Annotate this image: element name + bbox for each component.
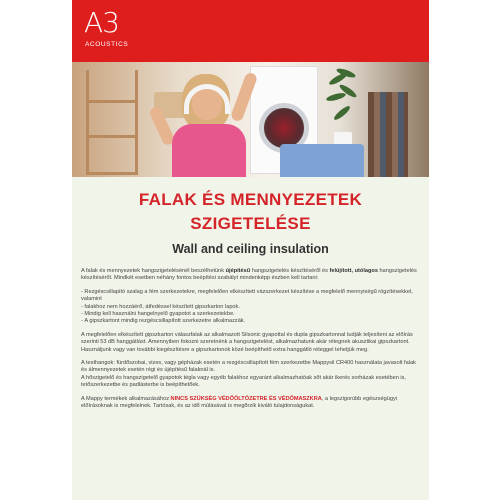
a3-acoustics-logo [84,8,144,56]
list-item: - A gipszkartont mindig rezgéscsillapított szerkezetre alkalmazzák. [81,318,423,325]
body-text [81,268,423,417]
paragraph-4: A Mappy termékek alkalmazásához NINCS SZÜKSÉG VÉDŐÖLTÖZETRE ÉS VÉDŐMASZKRA, a legszigorúbb egészségügyi előírásoknak is megfelelnek. Tartósak, és az idő múlásával is megőrzik kiváló tulajdonságukat. [81,395,398,410]
logo-text: ACOUSTICS [85,41,129,48]
title-line-1: FALAK ÉS MENNYEZETEK [138,190,363,209]
hero-photo [72,62,429,177]
header-banner [72,0,429,62]
paragraph-2: A megfelelően elkészített gipszkarton válaszfalak az alkalmazott Silsonic gyapottal és dupla gipszkartonnal tudják teljesíteni az előírás szerinti 53 dB hanggátlást. Amennyiben fokozni szeretnénk a hangszigetelést, alkalmazhatunk akár rétegnek akusztikai gipszkartont. Használjunk vagy van további kiegészítésre a gipszkartonok közé beépíthető extra hanggátló réteggel tehetjük meg. [81,331,413,353]
paragraph-3b: A hőszigetelő és hangszigetelő gyapotok tégla vagy egyéb falakhoz egyaránt alkalmazhatóak sőt akár ikerés sorházak esetében is, tetőszerkezetbe és padlásterbe is beépíthetőek. [81,374,406,389]
rules-list [81,289,423,326]
woman-shirt [172,124,246,177]
title-line-2: SZIGETELÉSE [190,214,311,233]
page [72,0,429,500]
logo-mark: A3 [84,6,119,39]
list-item: - Rezgéscsillapító szalag a fém szerkezetekre, megfelelően elkészített vázszerkezet készítése a megfelelő mennyiségű rögzítésekkel, valamint [81,289,423,304]
plant-graphic [326,66,356,136]
shelf-graphic [86,70,138,175]
paragraph-3: A testhangok: fürdőszobai, vizes, vagy gépházak esetén a rezgéscsillapított fém szerkezetbe Mappysil CR400 használata javasolt falak és álmennyezetek esetén régi és újépítésű falaknál is. [81,360,416,374]
towels-graphic [368,92,408,177]
intro-paragraph: A falak és mennyezetek hangszigetelésénél beszélhetünk újépítésű hangszigetelés készítéséről és felújított, utólagos hangszigetelés készítéséről. Mindkét esetben néhány fontos beépítési szabályt mindenképp észben kell tartani: [81,268,417,282]
laundry-basket-graphic [280,144,364,177]
subtitle: Wall and ceiling insulation [172,242,329,256]
list-item: - Mindig kell használni hangelnyelő gyapotot a szerkezetekbe. [81,311,423,318]
list-item: - falakhoz nem hozzáérő, átfedéssel készített gipszkarton lapok. [81,304,423,311]
